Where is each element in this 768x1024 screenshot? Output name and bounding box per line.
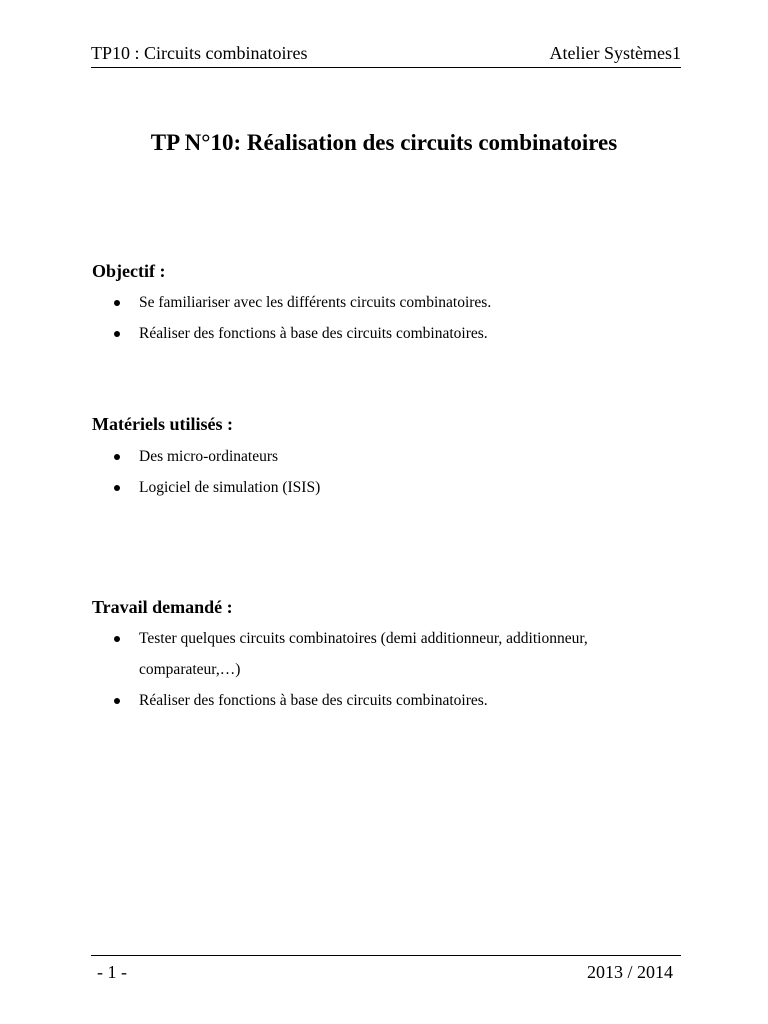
materiels-heading: Matériels utilisés : (92, 414, 233, 434)
bullet-icon (114, 300, 120, 306)
document-title: TP N°10: Réalisation des circuits combinatoires (150, 130, 618, 155)
list-item (112, 685, 692, 716)
objectif-list (112, 287, 692, 349)
bullet-icon (114, 331, 120, 337)
bullet-icon (114, 454, 120, 460)
travail-heading: Travail demandé : (92, 597, 233, 617)
page-footer (91, 955, 681, 984)
list-item (112, 287, 692, 318)
list-item-text: Se familiariser avec les différents circuits combinatoires. (139, 294, 492, 311)
header-workshop-name: Atelier Systèmes1 (549, 43, 681, 63)
header-course-title: TP10 : Circuits combinatoires (91, 43, 308, 63)
travail-list (112, 623, 692, 716)
page-header (91, 41, 681, 68)
materiels-list (112, 441, 692, 503)
list-item-text: Réaliser des fonctions à base des circuits combinatoires. (139, 325, 488, 342)
page-number: - 1 - (97, 962, 127, 982)
list-item-text: Tester quelques circuits combinatoires (demi additionneur, additionneur, comparateur,…) (139, 630, 588, 678)
bullet-icon (114, 485, 120, 491)
academic-year: 2013 / 2014 (586, 962, 673, 982)
list-item (112, 441, 692, 472)
list-item-text: Réaliser des fonctions à base des circuits combinatoires. (139, 692, 488, 709)
bullet-icon (114, 698, 120, 704)
bullet-icon (114, 636, 120, 642)
list-item (112, 623, 692, 685)
list-item-text: Des micro-ordinateurs (139, 448, 279, 465)
list-item-text: Logiciel de simulation (ISIS) (139, 479, 321, 496)
list-item (112, 318, 692, 349)
objectif-heading: Objectif : (92, 261, 166, 281)
list-item (112, 472, 692, 503)
